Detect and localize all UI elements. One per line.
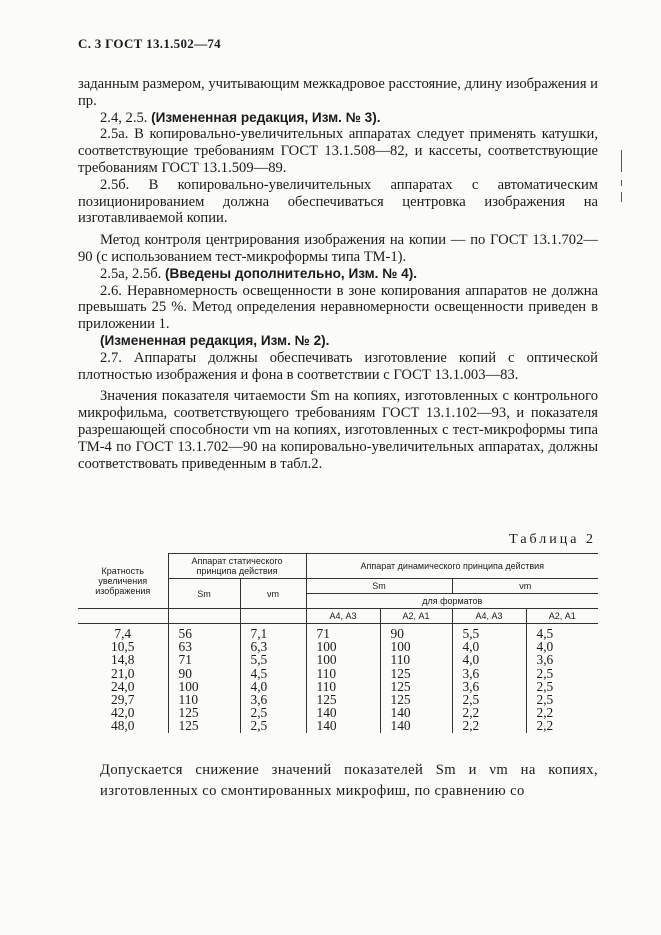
table-cell: 10,5 bbox=[111, 639, 135, 655]
table-row bbox=[78, 680, 598, 693]
table-cell: 2,5 bbox=[240, 719, 306, 732]
table-cell: 100 bbox=[306, 653, 380, 666]
table-cell: 100 bbox=[168, 680, 240, 693]
table-cell: 4,0 bbox=[240, 680, 306, 693]
table-cell: 110 bbox=[306, 667, 380, 680]
table-cell: 125 bbox=[380, 680, 452, 693]
table-cell: 63 bbox=[168, 640, 240, 653]
table-cell: 110 bbox=[380, 653, 452, 666]
table-cell: 48,0 bbox=[111, 718, 135, 734]
bottom-text: Допускается снижение значений показателей Sm и νm на копиях, изготовленных со смонтированных микрофиш, по сравнению со bbox=[100, 762, 598, 799]
table-cell: 100 bbox=[380, 640, 452, 653]
table-cell: 2,5 bbox=[240, 706, 306, 719]
table-cell: 140 bbox=[306, 719, 380, 732]
table-cell: 71 bbox=[306, 624, 380, 641]
col-header-vm: νm bbox=[240, 579, 306, 609]
table-cell: 21,0 bbox=[111, 665, 135, 681]
col-header-formats: для форматов bbox=[306, 594, 598, 609]
table-row bbox=[78, 653, 598, 666]
table-cell: 5,5 bbox=[452, 624, 526, 641]
format-label: А4, А3 bbox=[452, 609, 526, 624]
format-label: А2, А1 bbox=[526, 609, 598, 624]
table-cell: 2,5 bbox=[526, 680, 598, 693]
table-cell: 2,2 bbox=[452, 706, 526, 719]
table-cell: 125 bbox=[168, 706, 240, 719]
bottom-paragraph bbox=[100, 760, 598, 802]
table-cell: 125 bbox=[380, 693, 452, 706]
table-row bbox=[78, 640, 598, 653]
table-cell: 24,0 bbox=[111, 678, 135, 694]
paragraph: 2.5б. В копировально-увеличительных аппаратах с автоматическим позиционированием должна обеспечиваться центровка изображения на изготавливаемой копии. bbox=[78, 176, 598, 227]
table-cell: 2,5 bbox=[526, 693, 598, 706]
col-header-static: Аппарат статического принципа действия bbox=[168, 554, 306, 579]
page-header: С. 3 ГОСТ 13.1.502—74 bbox=[78, 36, 221, 51]
table-cell: 7,4 bbox=[114, 626, 132, 641]
paragraph: заданным размером, учитывающим межкадровое расстояние, длину изображения и пр. bbox=[78, 76, 598, 109]
table-caption: Таблица 2 bbox=[509, 532, 596, 547]
table-cell: 100 bbox=[306, 640, 380, 653]
table-cell: 140 bbox=[380, 719, 452, 732]
table-cell: 5,5 bbox=[240, 653, 306, 666]
table-cell: 125 bbox=[380, 667, 452, 680]
paragraph: 2.5а. В копировально-увеличительных аппаратах следует применять катушки, соответствующие требованиям ГОСТ 13.1.508—82, и кассеты, соответствующие требованиям ГОСТ 13.1.509—89. bbox=[78, 126, 598, 176]
col-header-ratio: Кратность увеличения изображения bbox=[78, 554, 168, 609]
table-row bbox=[78, 706, 598, 719]
paragraph: 2.4, 2.5. (Измененная редакция, Изм. № 3). bbox=[100, 109, 381, 126]
table-cell: 7,1 bbox=[240, 624, 306, 641]
table-cell: 110 bbox=[306, 680, 380, 693]
table-cell: 29,7 bbox=[111, 692, 135, 708]
table-cell: 2,2 bbox=[526, 706, 598, 719]
format-label: А4, А3 bbox=[306, 609, 380, 624]
table-row bbox=[78, 624, 598, 641]
table-cell: 3,6 bbox=[452, 667, 526, 680]
table-cell: 4,5 bbox=[526, 624, 598, 641]
table-cell: 140 bbox=[306, 706, 380, 719]
format-label: А2, А1 bbox=[380, 609, 452, 624]
table-cell: 125 bbox=[168, 719, 240, 732]
table-cell: 71 bbox=[168, 653, 240, 666]
table-cell: 140 bbox=[380, 706, 452, 719]
body-text bbox=[78, 76, 598, 472]
table-cell: 3,6 bbox=[526, 653, 598, 666]
table-cell: 90 bbox=[380, 624, 452, 641]
table-cell: 3,6 bbox=[240, 693, 306, 706]
table-row bbox=[78, 667, 598, 680]
col-header-dynamic: Аппарат динамического принципа действия bbox=[306, 554, 598, 579]
col-header-vm-dyn: νm bbox=[452, 579, 598, 594]
table-cell: 4,0 bbox=[526, 640, 598, 653]
paragraph: 2.7. Аппараты должны обеспечивать изготовление копий с оптической плотностью изображения и фона в соответствии с ГОСТ 13.1.003—83. bbox=[78, 349, 598, 383]
table-cell: 110 bbox=[168, 693, 240, 706]
table-row bbox=[78, 693, 598, 706]
margin-marks bbox=[618, 150, 626, 210]
col-header-sm-dyn: Sm bbox=[306, 579, 452, 594]
table-cell: 3,6 bbox=[452, 680, 526, 693]
table-cell: 56 bbox=[168, 624, 240, 641]
table-cell: 4,0 bbox=[452, 640, 526, 653]
paragraph: Значения показателя читаемости Sm на копиях, изготовленных с контрольного микрофильма, соответствующего требованиям ГОСТ 13.1.102—93, и показателя разрешающей способности νm на копиях, изготовленных с тест-микроформы типа ТМ-4 по ГОСТ 13.1.702—90 на копировально-увеличительных аппаратах, должны соответствовать приведенным в табл.2. bbox=[78, 388, 598, 472]
table-cell: 14,8 bbox=[111, 652, 135, 668]
paragraph: 2.6. Неравномерность освещенности в зоне копирования аппаратов не должна превышать 25 %. Метод определения неравномерности освещенности приведен в приложении 1. bbox=[78, 282, 598, 333]
table-cell: 2,2 bbox=[452, 719, 526, 732]
table-cell: 90 bbox=[168, 667, 240, 680]
paragraph: Метод контроля центрирования изображения на копии — по ГОСТ 13.1.702—90 (с использованием тест-микроформы типа ТМ-1). bbox=[78, 232, 598, 265]
table-cell: 4,0 bbox=[452, 653, 526, 666]
table-cell: 2,2 bbox=[526, 719, 598, 732]
table-2 bbox=[78, 553, 598, 733]
table-cell: 2,5 bbox=[526, 667, 598, 680]
col-header-sm: Sm bbox=[168, 579, 240, 609]
table-cell: 2,5 bbox=[452, 693, 526, 706]
table-cell: 125 bbox=[306, 693, 380, 706]
table-cell: 42,0 bbox=[111, 705, 135, 721]
table-cell: 6,3 bbox=[240, 640, 306, 653]
table-row bbox=[78, 719, 598, 732]
paragraph: 2.5а, 2.5б. (Введены дополнительно, Изм. № 4). bbox=[100, 265, 418, 282]
table-cell: 4,5 bbox=[240, 667, 306, 680]
paragraph: (Измененная редакция, Изм. № 2). bbox=[100, 332, 330, 348]
